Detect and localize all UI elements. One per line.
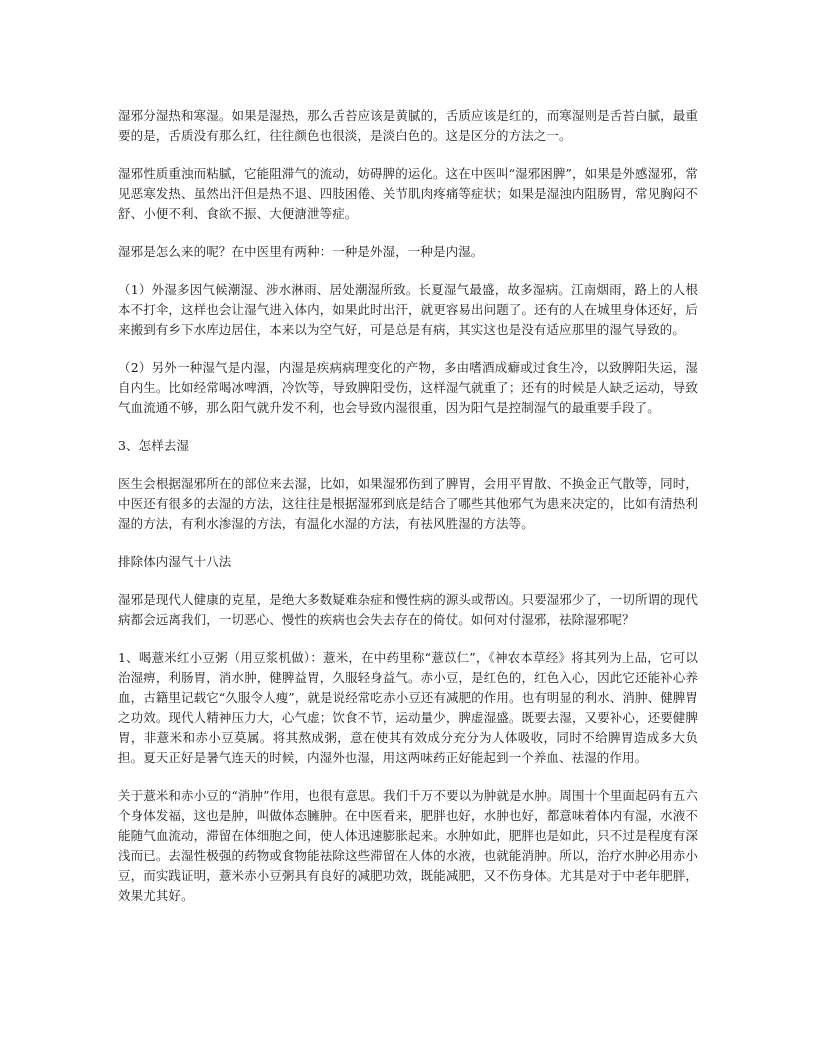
paragraph-swelling-effect: 关于薏米和赤小豆的“消肿”作用，也很有意思。我们千万不要以为肿就是水肿。周围十个里面起码有五六个身体发福，这也是肿，叫做体态臃肿。在中医看来，肥胖也好，水肿也好，都意味着体内有湿，水液不能随气血流动，滞留在体细胞之间，使人体迅速膨胀起来。水肿如此，肥胖也是如此，只不过是程度有深浅而已。去湿性极强的药物或食物能祛除这些滞留在人体的水液，也就能消肿。所以，治疗水肿必用赤小豆，而实践证明，薏米赤小豆粥具有良好的减肥功效，既能减肥，又不伤身体。尤其是对于中老年肥胖，效果尤其好。 (118, 788, 698, 903)
section-heading-remove-damp: 3、怎样去湿 (118, 438, 190, 453)
paragraph-external-damp: （1）外湿多因气候潮湿、涉水淋雨、居处潮湿所致。长夏湿气最盛，故多湿病。江南烟雨，路上的人根本不打伞，这样也会让湿气进入体内，如果此时出汗，就更容易出问题了。还有的人在城里身体还好，后来搬到有乡下水库边居住，本来以为空气好，可是总是有病，其实这也是没有适应那里的湿气导致的。 (118, 282, 698, 337)
paragraph-internal-damp: （2）另外一种湿气是内湿，内湿是疾病病理变化的产物，多由嗜酒成癖或过食生冷，以致脾阳失运，湿自内生。比如经常喝冰啤酒，冷饮等，导致脾阳受伤，这样湿气就重了；还有的时候是人缺乏运动，导致气血流通不够，那么阳气就升发不利，也会导致内湿很重，因为阳气是控制湿气的最重要手段了。 (118, 360, 698, 415)
paragraph-damp-health-enemy: 湿邪是现代人健康的克星，是绝大多数疑难杂症和慢性病的源头或帮凶。只要湿邪少了，一切所谓的现代病都会远离我们，一切恶心、慢性的疾病也会失去存在的倚仗。如何对付湿邪，祛除湿邪呢？ (118, 592, 698, 627)
paragraph-doctor-methods: 医生会根据湿邪所在的部位来去湿，比如，如果湿邪伤到了脾胃，会用平胃散、不换金正气散等，同时，中医还有很多的去湿的方法，这往往是根据湿邪到底是结合了哪些其他邪气为患来决定的，比如有清热利湿的方法，有利水渗湿的方法，有温化水湿的方法，有祛风胜湿的方法等。 (118, 476, 698, 531)
section-heading-eighteen-methods: 排除体内湿气十八法 (118, 554, 232, 569)
paragraph-damp-nature: 湿邪性质重浊而粘腻，它能阻滞气的流动，妨碍脾的运化。这在中医叫“湿邪困脾”，如果是外感湿邪，常见恶寒发热、虽然出汗但是热不退、四肢困倦、关节肌肉疼痛等症状；如果是湿浊内阻肠胃，常见胸闷不舒、小便不利、食欲不振、大便溏泄等症。 (118, 166, 698, 221)
paragraph-damp-types: 湿邪分湿热和寒湿。如果是湿热，那么舌苔应该是黄腻的，舌质应该是红的，而寒湿则是舌苔白腻，最重要的是，舌质没有那么红，往往颜色也很淡，是淡白色的。这是区分的方法之一。 (118, 108, 698, 143)
paragraph-damp-origin: 湿邪是怎么来的呢？在中医里有两种：一种是外湿，一种是内湿。 (118, 244, 484, 259)
paragraph-coix-red-bean-porridge: 1、喝薏米红小豆粥（用豆浆机做）：薏米，在中药里称“薏苡仁”，《神农本草经》将其列为上品，它可以治湿痹，利肠胃，消水肿，健脾益胃，久服轻身益气。赤小豆，是红色的，红色入心，因此它还能补心养血，古籍里记载它“久服令人瘦”，就是说经常吃赤小豆还有减肥的作用。也有明显的利水、消肿、健脾胃之功效。现代人精神压力大，心气虚；饮食不节，运动量少，脾虚湿盛。既要去湿，又要补心，还要健脾胃，非薏米和赤小豆莫属。将其熬成粥，意在使其有效成分充分为人体吸收，同时不给脾胃造成多大负担。夏天正好是暑气连天的时候，内湿外也湿，用这两味药正好能起到一个养血、祛湿的作用。 (118, 650, 698, 765)
document-body (118, 106, 698, 924)
